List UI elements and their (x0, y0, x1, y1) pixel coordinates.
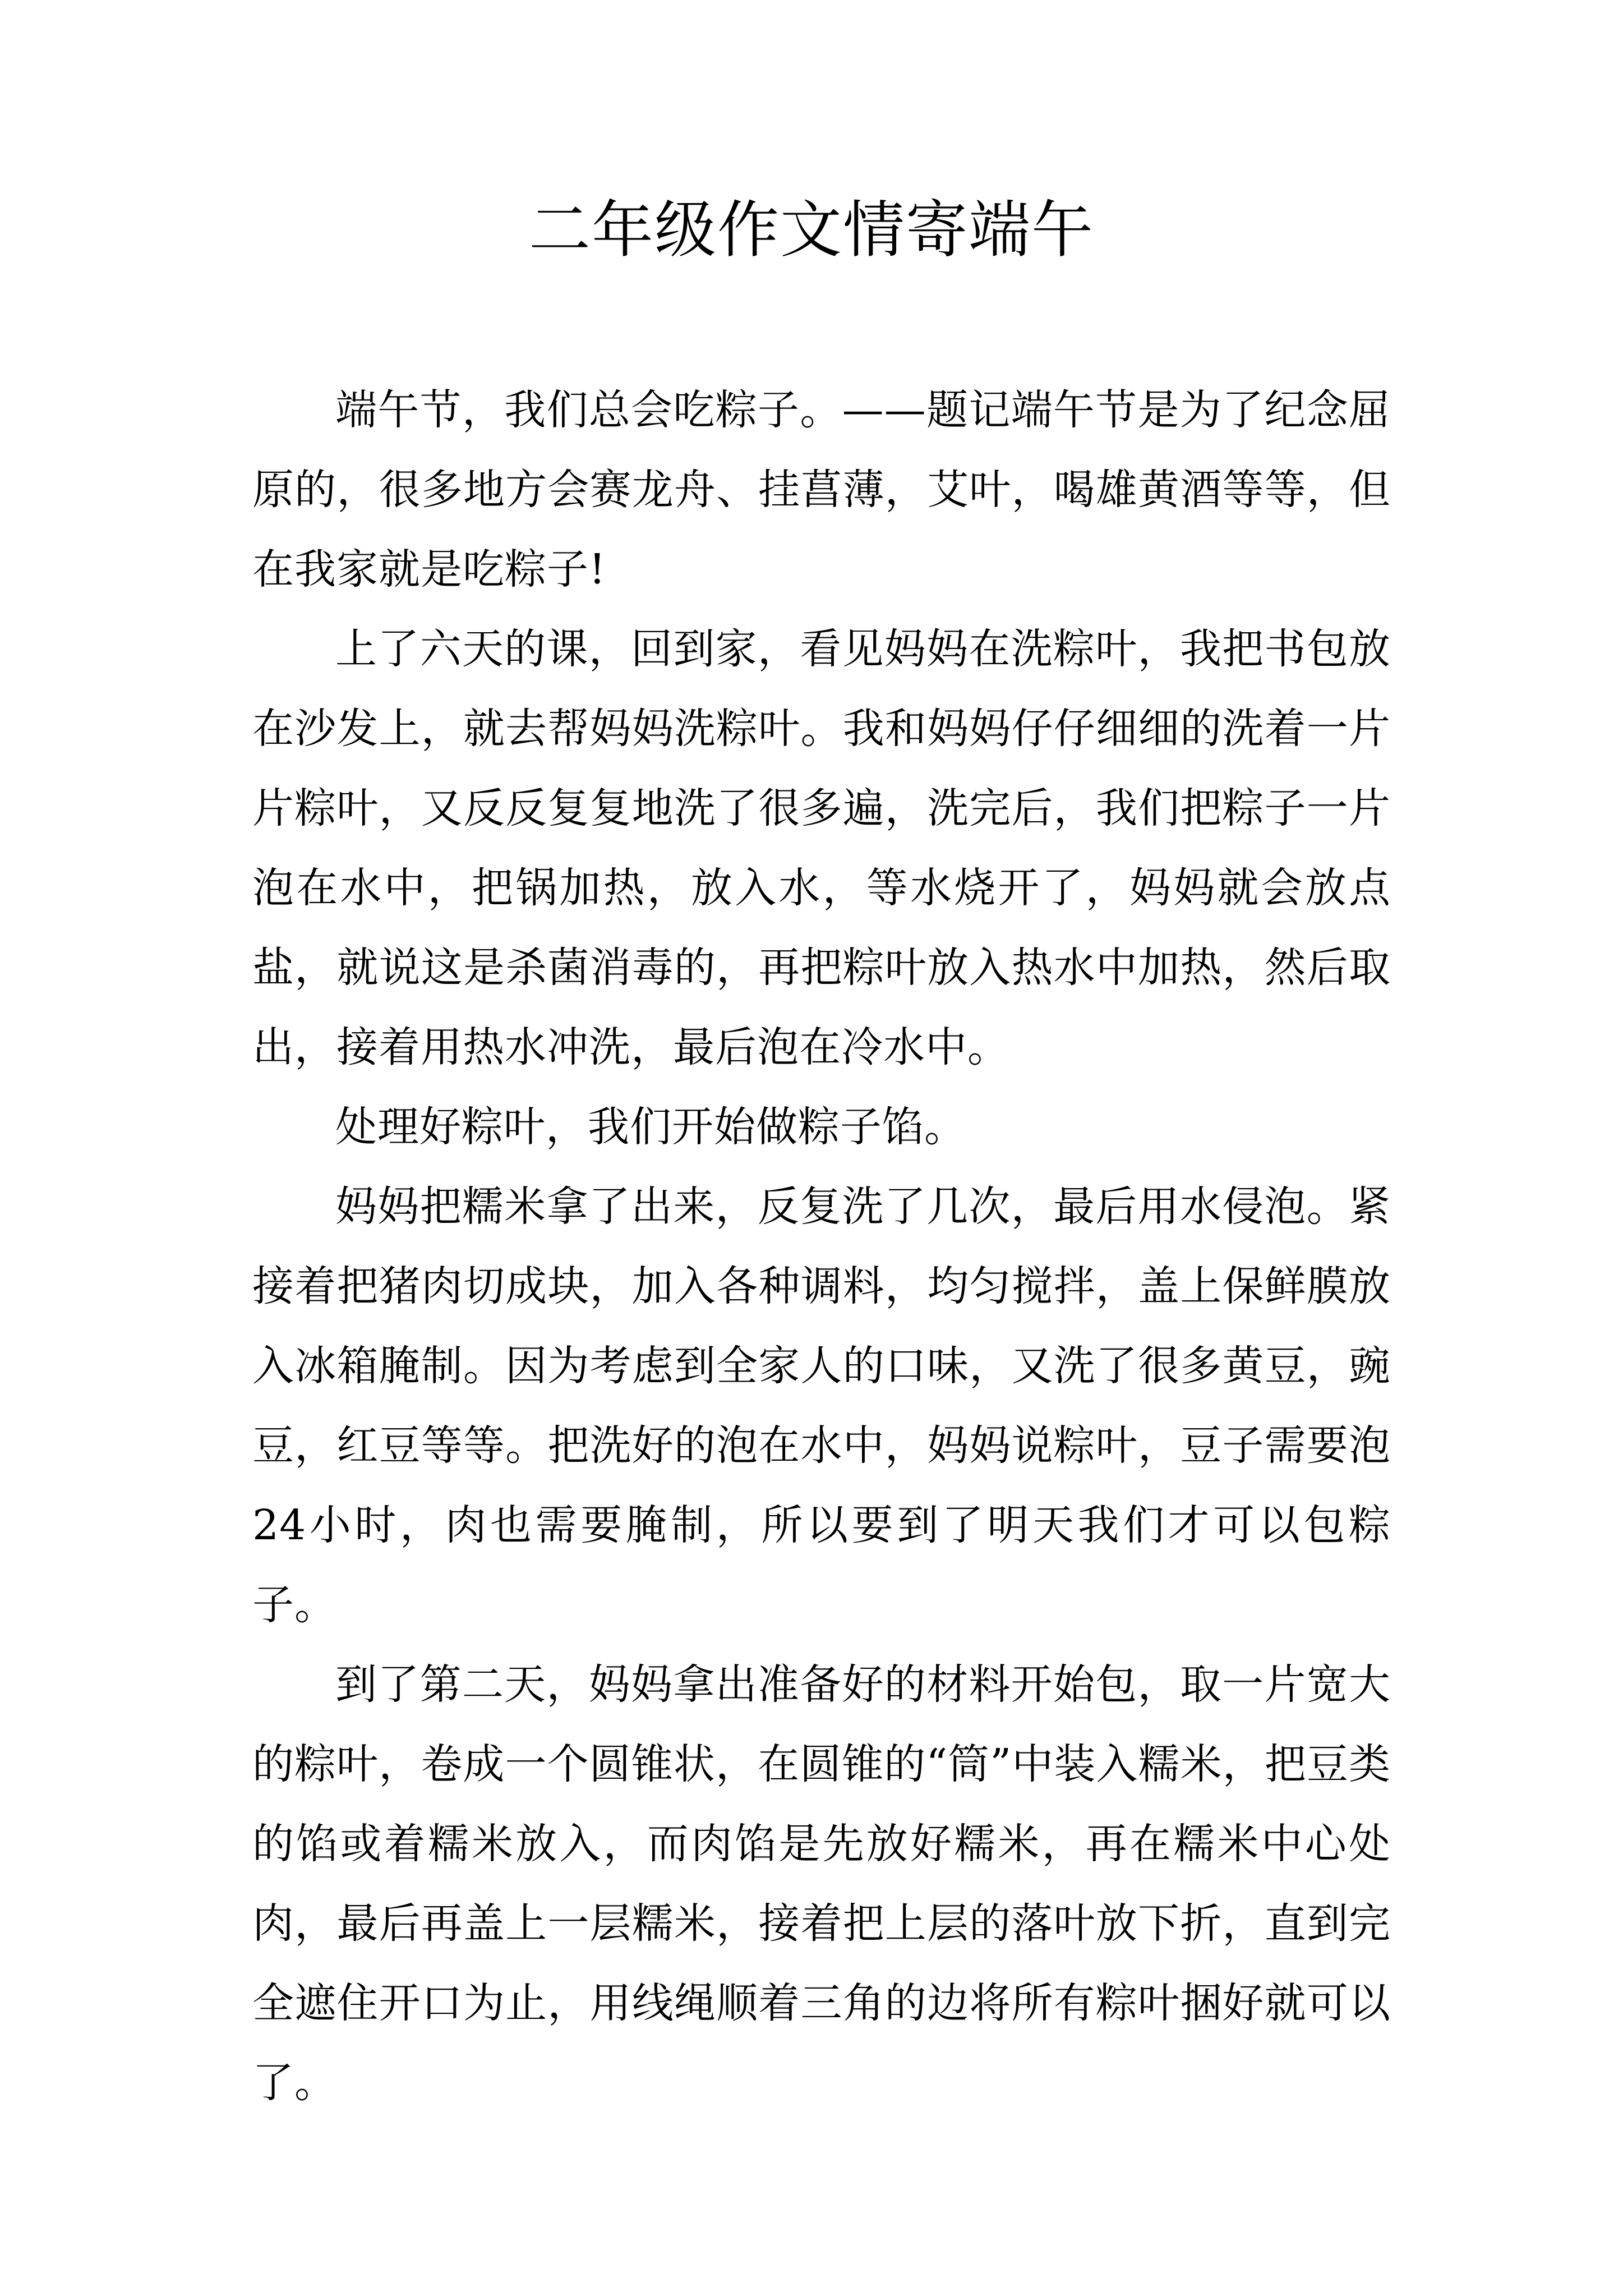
paragraph-5: 到了第二天，妈妈拿出准备好的材料开始包，取一片宽大的粽叶，卷成一个圆锥状，在圆锥的“筒”中装入糯米，把豆类的馅或着糯米放入，而肉馅是先放好糯米，再在糯米中心处肉，最后再盖上一层糯米，接着把上层的落叶放下折，直到完全遮住开口为止，用线绳顺着三角的边将所有粽叶捆好就可以了。 (252, 1660, 1391, 2107)
paragraph-1: 端午节，我们总会吃粽子。——题记端午节是为了纪念屈原的，很多地方会赛龙舟、挂菖薄，艾叶，喝雄黄酒等等，但在我家就是吃粽子! (252, 386, 1391, 593)
document-body (252, 370, 1391, 2123)
paragraph-3: 处理好粽叶，我们开始做粽子馅。 (335, 1103, 966, 1151)
document-title: 二年级作文情寄端午 (529, 194, 1094, 266)
paragraph-4: 妈妈把糯米拿了出来，反复洗了几次，最后用水侵泡。紧接着把猪肉切成块，加入各种调料，均匀搅拌，盖上保鲜膜放入冰箱腌制。因为考虑到全家人的口味，又洗了很多黄豆，豌豆，红豆等等。把洗好的泡在水中，妈妈说粽叶，豆子需要泡24小时，肉也需要腌制，所以要到了明天我们才可以包粽子。 (252, 1182, 1391, 1629)
paragraph-2: 上了六天的课，回到家，看见妈妈在洗粽叶，我把书包放在沙发上，就去帮妈妈洗粽叶。我和妈妈仔仔细细的洗着一片片粽叶，又反反复复地洗了很多遍，洗完后，我们把粽子一片泡在水中，把锅加热，放入水，等水烧开了，妈妈就会放点盐，就说这是杀菌消毒的，再把粽叶放入热水中加热，然后取出，接着用热水冲洗，最后泡在冷水中。 (252, 625, 1391, 1071)
